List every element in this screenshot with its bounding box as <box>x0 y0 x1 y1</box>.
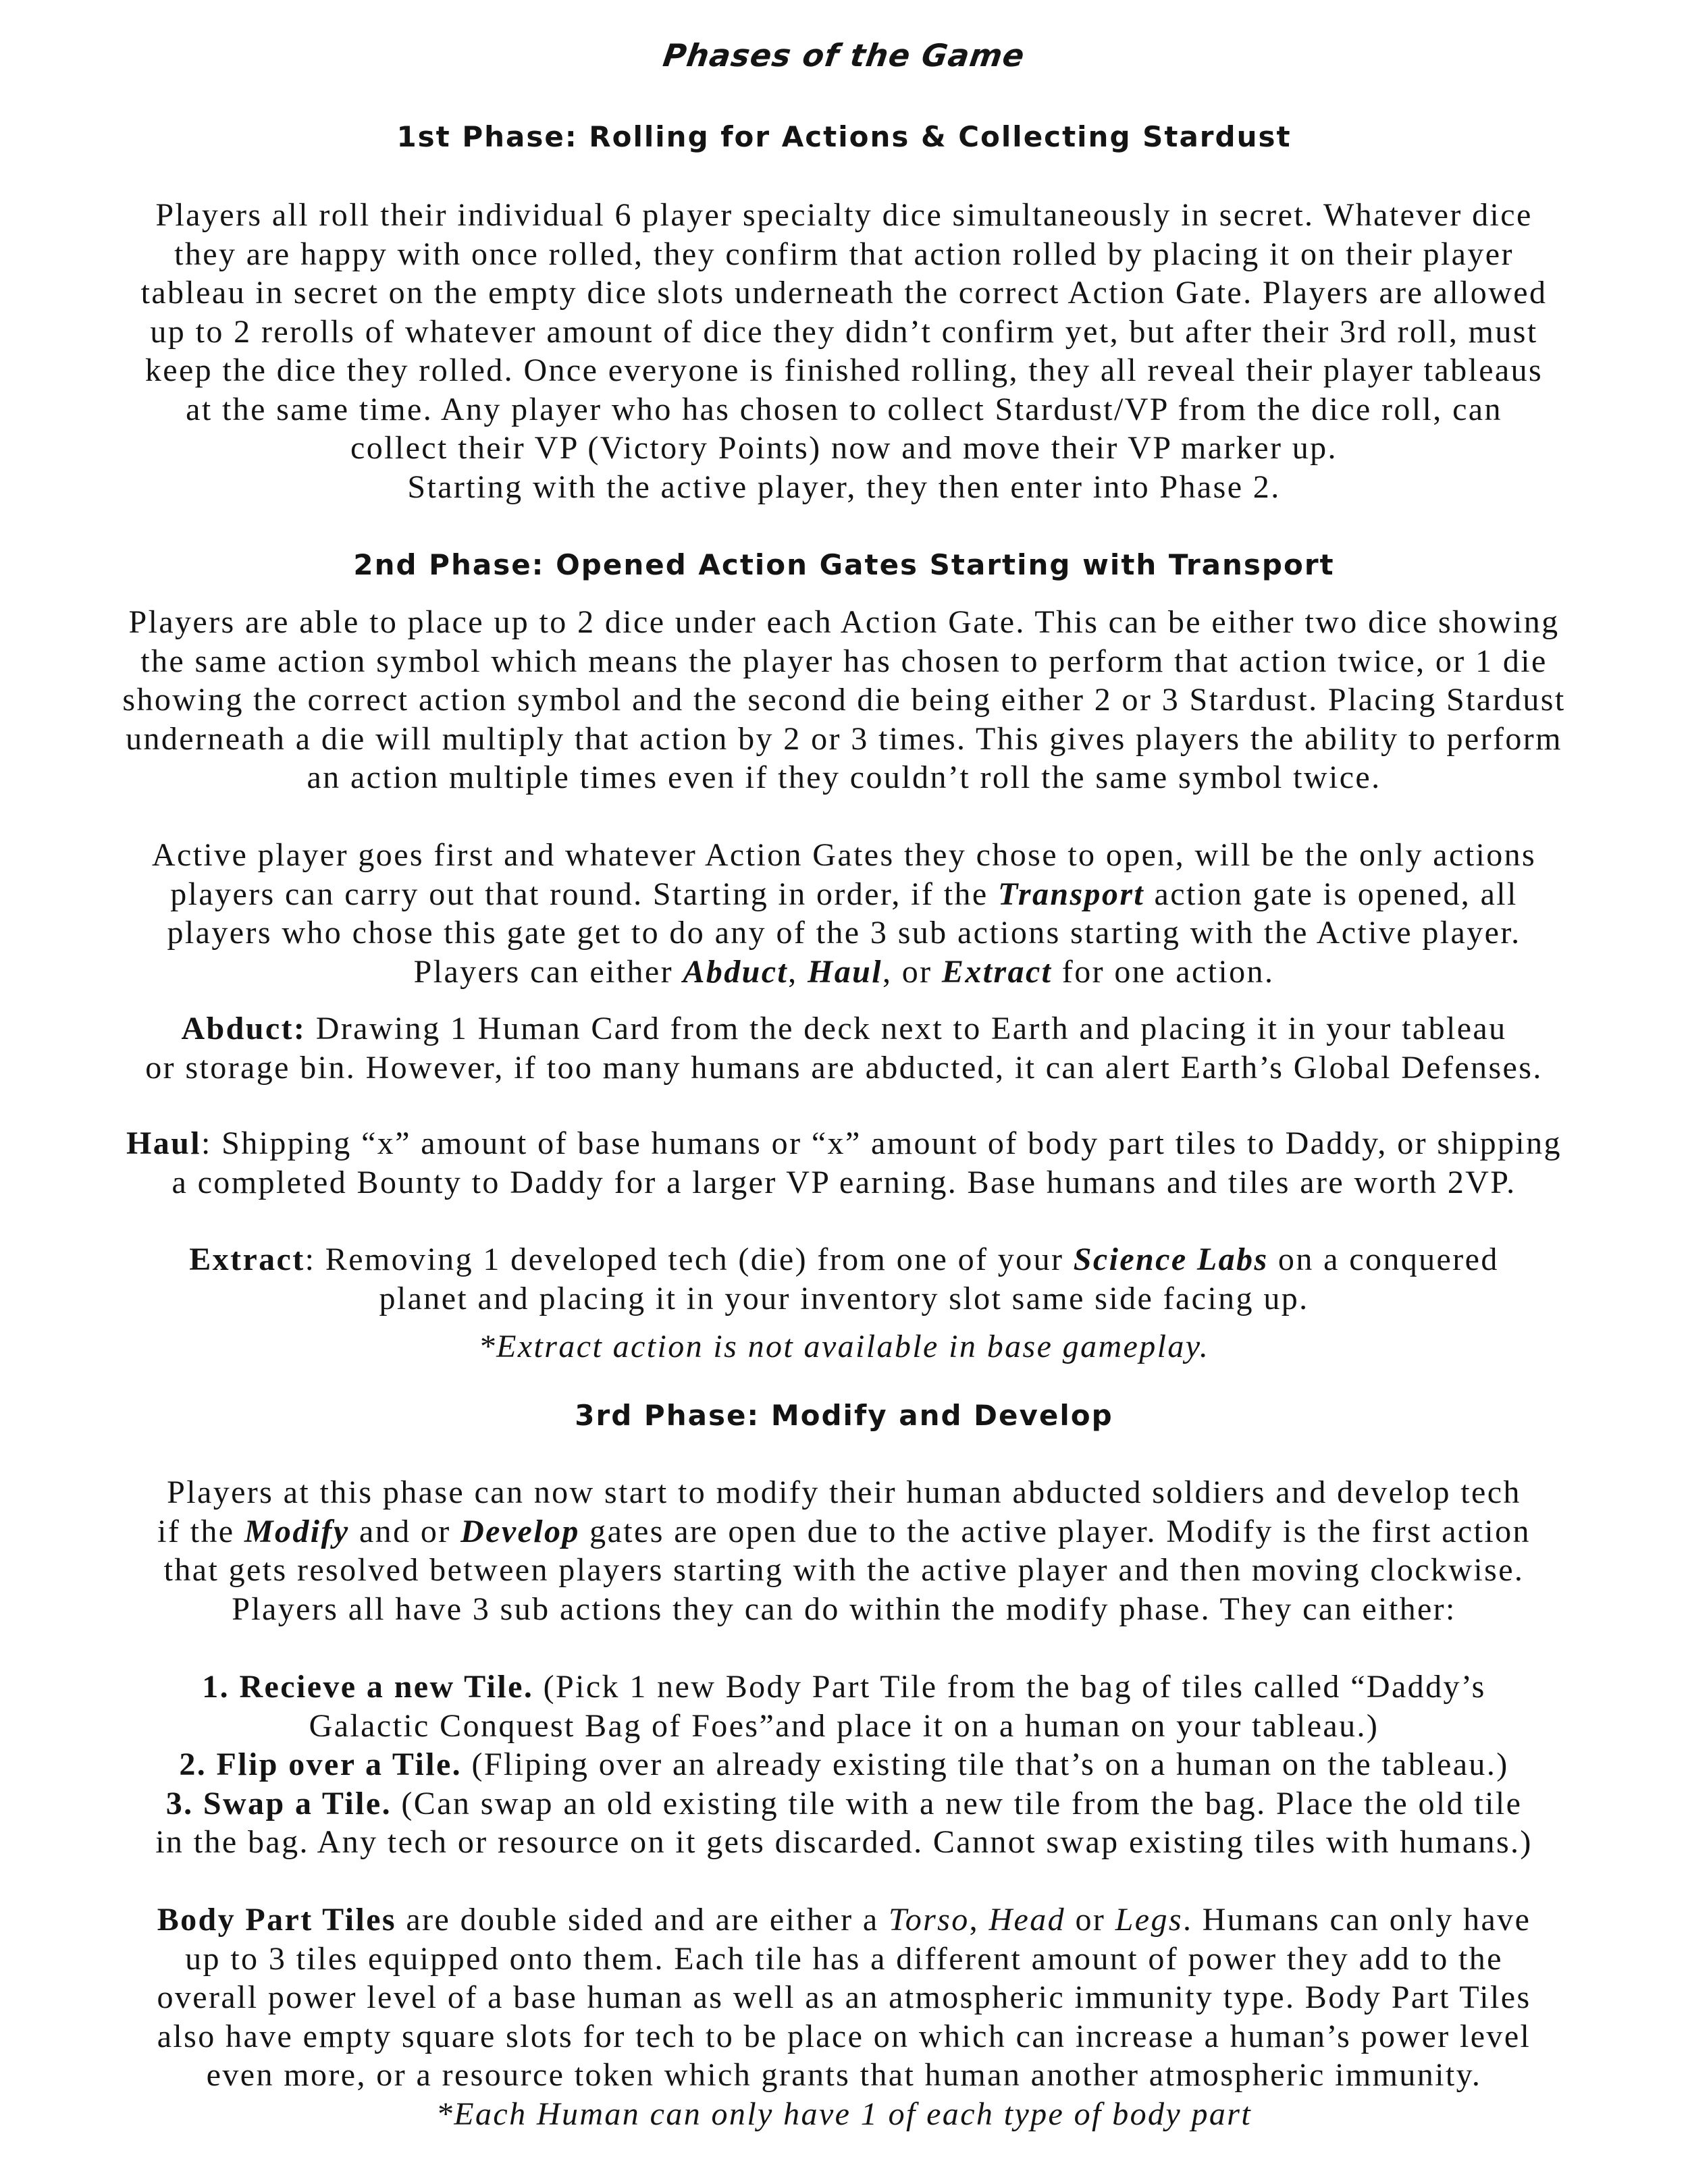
abduct-label: Abduct: <box>181 1011 307 1046</box>
phase1-line: they are happy with once rolled, they confirm that action rolled by placing it on their player <box>174 236 1514 272</box>
phase2-line: players can carry out that round. Starting in order, if the Transport action gate is opened, all <box>170 876 1518 912</box>
phase2-paragraph-2 <box>27 836 1661 991</box>
phase2-line: an action multiple times even if they couldn’t roll the same symbol twice. <box>307 760 1381 795</box>
modify-options: 1. Recieve a new Tile. (Pick 1 new Body Part Tile from the bag of tiles called “Daddy’s Galactic Conquest Bag of Foes”and place it on a human on your tableau.) 2. Flip over a Tile. (Fliping over an already existing tile that’s on a human on the tableau.) 3. Swap a Tile. (Can swap an old existing tile with a new tile from the bag. Place the old tile in the bag. Any tech or resource on it gets discarded. Cannot swap existing tiles with humans.) <box>27 1668 1661 1862</box>
phase1-line: up to 2 rerolls of whatever amount of dice they didn’t confirm yet, but after their 3rd roll, must <box>150 313 1538 350</box>
phase1-line: Starting with the active player, they then enter into Phase 2. <box>407 469 1281 505</box>
phase1-line: keep the dice they rolled. Once everyone is finished rolling, they all reveal their player tableaus <box>144 352 1544 388</box>
body-part-tiles-label: Body Part Tiles <box>157 1902 396 1938</box>
body-part-tiles-paragraph: Body Part Tiles are double sided and are either a Torso, Head or Legs. Humans can only have up to 3 tiles equipped onto them. Each tile has a different amount of power they add to the overall power level of a base human as well as an atmospheric immunity type. Body Part Tiles also have empty square slots for tech to be place on which can increase a human’s power level even more, or a resource token which grants that human another atmospheric immunity. *Each Human can only have 1 of each type of body part <box>27 1900 1661 2133</box>
phase2-line: Players are able to place up to 2 dice under each Action Gate. This can be either two dice showing <box>128 604 1560 640</box>
haul-label: Haul <box>126 1125 201 1161</box>
phase1-line: tableau in secret on the empty dice slots underneath the correct Action Gate. Players are allowed <box>140 275 1548 311</box>
haul-definition: Haul: Shipping “x” amount of base humans or “x” amount of body part tiles to Daddy, or shipping a completed Bounty to Daddy for a larger VP earning. Base humans and tiles are worth 2VP. <box>126 1125 1562 1200</box>
abduct-definition: Abduct: Drawing 1 Human Card from the deck next to Earth and placing it in your tableau or storage bin. However, if too many humans are abducted, it can alert Earth’s Global Defenses. <box>145 1011 1543 1086</box>
option-3: 3. Swap a Tile. (Can swap an old existing tile with a new tile from the bag. Place the old tile <box>165 1785 1523 1821</box>
extract-definition: Extract: Removing 1 developed tech (die) from one of your Science Labs on a conquered planet and placing it in your inventory slot same side facing up. *Extract action is not available in base gameplay. <box>27 1240 1661 1366</box>
phase1-heading: 1st Phase: Rolling for Actions & Collecting Stardust <box>396 120 1292 153</box>
haul-term: Haul <box>807 953 882 990</box>
phase2-line: underneath a die will multiply that action by 2 or 3 times. This gives players the ability to perform <box>126 720 1562 757</box>
transport-term: Transport <box>997 876 1145 912</box>
extract-label: Extract <box>189 1242 305 1277</box>
develop-term: Develop <box>460 1513 580 1549</box>
phase1-paragraph <box>27 196 1661 506</box>
phase2-paragraph-1 <box>27 603 1661 797</box>
phase2-line: Players can either Abduct, Haul, or Extract for one action. <box>413 953 1275 990</box>
phase3-intro: Players at this phase can now start to modify their human abducted soldiers and develop tech if the Modify and or Develop gates are open due to the active player. Modify is the first action that gets resolved between players starting with the active player and then moving clockwise. Players all have 3 sub actions they can do within the modify phase. They can either: <box>157 1474 1531 1627</box>
page-title: Phases of the Game <box>660 37 1028 74</box>
phase2-heading: 2nd Phase: Opened Action Gates Starting with Transport <box>353 548 1335 581</box>
science-labs-term: Science Labs <box>1073 1242 1269 1277</box>
phase2-line: players who chose this gate get to do any of the 3 sub actions starting with the Active player. <box>167 915 1521 951</box>
phase2-line: showing the correct action symbol and the second die being either 2 or 3 Stardust. Placing Stardust <box>122 682 1566 718</box>
extract-term: Extract <box>941 953 1053 990</box>
body-part-note: *Each Human can only have 1 of each type of body part <box>436 2096 1252 2132</box>
option-1: 1. Recieve a new Tile. (Pick 1 new Body Part Tile from the bag of tiles called “Daddy’s <box>202 1669 1486 1705</box>
option-2: 2. Flip over a Tile. (Fliping over an already existing tile that’s on a human on the tableau.) <box>179 1747 1509 1782</box>
phase2-line: Active player goes first and whatever Action Gates they chose to open, will be the only actions <box>151 837 1537 873</box>
extract-note: *Extract action is not available in base gameplay. <box>478 1329 1210 1364</box>
abduct-term: Abduct <box>683 953 789 990</box>
phase3-heading: 3rd Phase: Modify and Develop <box>575 1399 1113 1432</box>
phase1-line: Players all roll their individual 6 player specialty dice simultaneously in secret. Whatever dice <box>155 197 1533 233</box>
phase2-line: the same action symbol which means the player has chosen to perform that action twice, or 1 die <box>140 643 1548 679</box>
modify-term: Modify <box>244 1513 350 1549</box>
phase1-line: collect their VP (Victory Points) now and move their VP marker up. <box>350 430 1338 466</box>
phase1-line: at the same time. Any player who has chosen to collect Stardust/VP from the dice roll, can <box>186 391 1502 427</box>
